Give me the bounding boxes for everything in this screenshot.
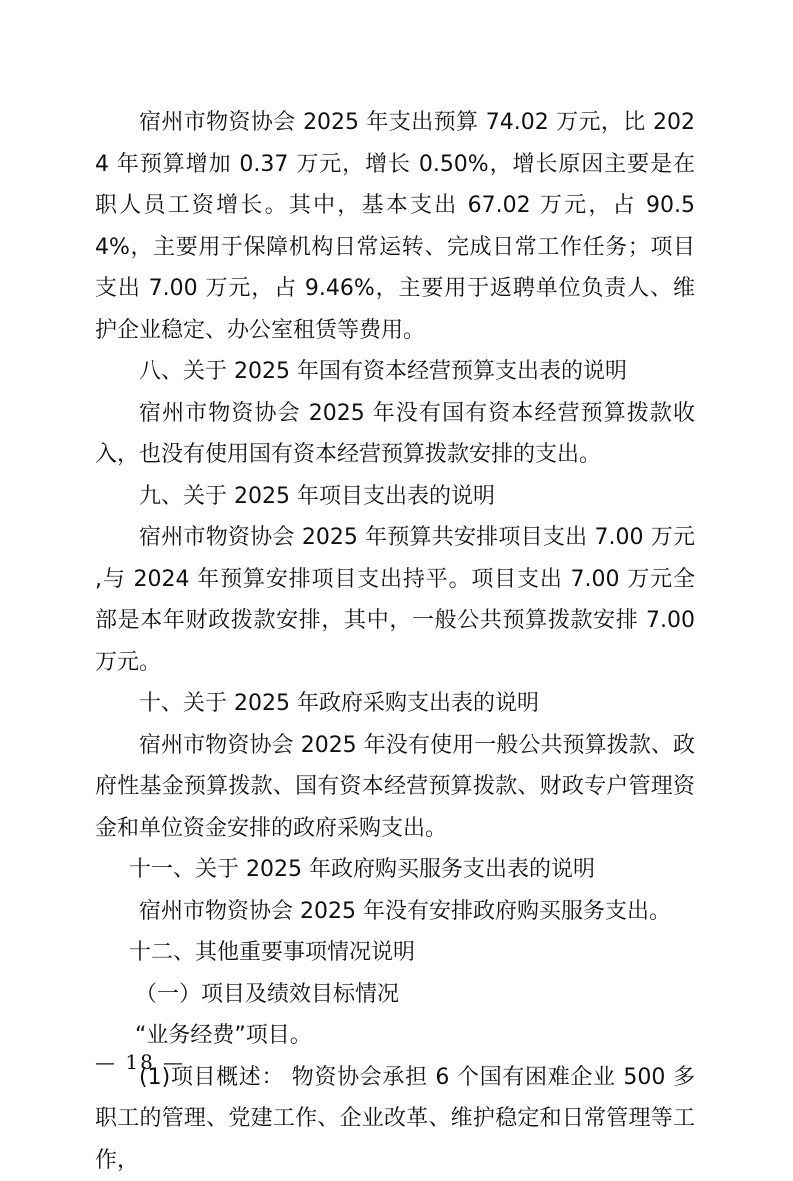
section-heading-12: 十二、其他重要事项情况说明 — [95, 932, 695, 974]
subsection-heading-1: （一）项目及绩效目标情况 — [95, 974, 695, 1016]
page-number: — 18 — — [95, 1050, 185, 1074]
section-heading-11: 十一、关于 2025 年政府购买服务支出表的说明 — [95, 849, 695, 891]
section-heading-10: 十、关于 2025 年政府采购支出表的说明 — [95, 683, 695, 725]
section-heading-9: 九、关于 2025 年项目支出表的说明 — [95, 476, 695, 518]
document-body — [95, 102, 695, 1181]
body-paragraph-state-capital: 宿州市物资协会 2025 年没有国有资本经营预算拨款收入，也没有使用国有资本经营预算拨款安排的支出。 — [95, 393, 695, 476]
body-paragraph-purchased-services: 宿州市物资协会 2025 年没有安排政府购买服务支出。 — [95, 891, 695, 933]
section-heading-8: 八、关于 2025 年国有资本经营预算支出表的说明 — [95, 351, 695, 393]
body-paragraph-procurement: 宿州市物资协会 2025 年没有使用一般公共预算拨款、政府性基金预算拨款、国有资本经营预算拨款、财政专户管理资金和单位资金安排的政府采购支出。 — [95, 725, 695, 850]
body-paragraph-expenditure-budget: 宿州市物资协会 2025 年支出预算 74.02 万元，比 2024 年预算增加 0.37 万元，增长 0.50%，增长原因主要是在职人员工资增长。其中，基本支出 67.02 万元，占 90.54%，主要用于保障机构日常运转、完成日常工作任务；项目支出 7.00 万元，占 9.46%，主要用于返聘单位负责人、维护企业稳定、办公室租赁等费用。 — [95, 102, 695, 351]
project-overview: (1)项目概述： 物资协会承担 6 个国有困难企业 500 多职工的管理、党建工作、企业改革、维护稳定和日常管理等工作， — [95, 1057, 695, 1181]
project-name: “业务经费”项目。 — [95, 1015, 695, 1057]
body-paragraph-project-expenditure: 宿州市物资协会 2025 年预算共安排项目支出 7.00 万元 ,与 2024 年预算安排项目支出持平。项目支出 7.00 万元全部是本年财政拨款安排，其中，一般公共预算拨款安排 7.00 万元。 — [95, 517, 695, 683]
